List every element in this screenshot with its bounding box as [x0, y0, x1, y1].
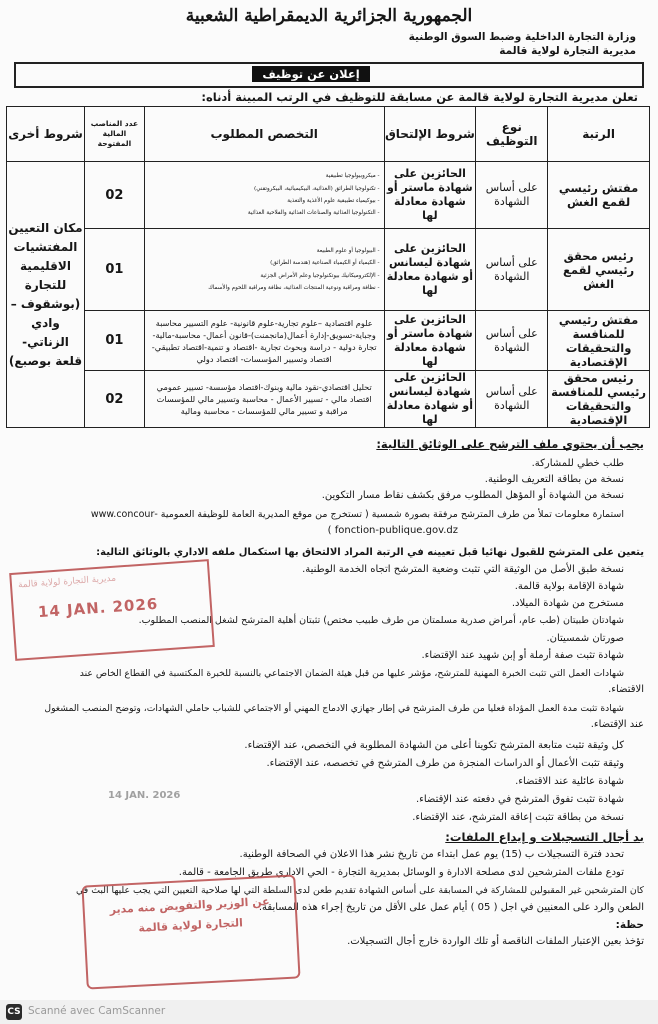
- other-conditions: مكان التعيين المفتشيات الاقليمية للتجارة (بوشقوف – وادي الزناتي- قلعة بوصبع): [7, 162, 85, 428]
- specialty-item: - الكيمياء أو الكيمياء الصناعية (هندسة الطرائق): [149, 257, 380, 269]
- file-section-title: يجب أن يحتوي ملف الترشح على الوثائق التالية:: [376, 437, 644, 451]
- deadline-item: تودع ملفات المترشحين لدى مصلحة الادارة و الوسائل بمديرية التجارة - الحي الاداري طريق الجامعة - قالمة.: [178, 867, 624, 878]
- jobs-table: [6, 106, 650, 428]
- row-hiring: على أساس الشهادة: [476, 311, 548, 371]
- file-item: نسخة من الشهادة أو المؤهل المطلوب مرفق بكشف نقاط مسار التكوين.: [321, 490, 624, 501]
- seal-text: عن الوزير والتفويض منه مدير التجارة لولاية قالمة: [109, 894, 270, 935]
- deadline-item: كان المترشحين غير المقبولين للمشاركة في المسابقة على أساس الشهادة تقديم طعن لدى السلطة التي لها صلاحية التعيين التي يجب عليها البث في: [76, 885, 644, 896]
- specialty-item: - نظافة ومراقبة ونوعية المنتجات الغذائية، نظافة ومراقبة اللحوم والأسماك: [149, 282, 380, 294]
- final-item: وثيقة تثبت الأعمال أو الدراسات المنجزة من طرف المترشح في تخصصه، عند الإقتضاء.: [266, 758, 624, 769]
- final-item-cont: الاقتضاء.: [608, 684, 644, 695]
- specialty-item: - البيولوجيا أو علوم الطبيعة: [149, 245, 380, 257]
- intro-text: تعلن مديرية التجارة لولاية قالمة عن مسابقة للتوظيف في الرتب المبينة أدناه:: [201, 90, 638, 104]
- stamp-date: 14 JAN. 2026: [37, 594, 159, 622]
- announcement-title: إعلان عن توظيف: [252, 66, 370, 82]
- table-row: [7, 229, 650, 311]
- header-count: عدد المناصب المالية المفتوحة: [84, 107, 144, 162]
- row-hiring: على أساس الشهادة: [476, 229, 548, 311]
- final-item: شهادة تثبت مدة العمل المؤداة فعليا من طرف المترشح في إطار جهازي الادماج المهني أو الاجتماعي للشباب حاملي الشهادات، وتوضح المنصب المشغول: [44, 703, 624, 714]
- file-item: استمارة معلومات تملأ من طرف المترشح مرفقة بصورة شمسية ( تستخرج من موقع المديرية العامة للوظيفة العمومية -www.concour: [90, 509, 624, 520]
- table-row: [7, 371, 650, 428]
- specialty-item: - بيوكيمياء تطبيقية علوم الأغذية والتغذية: [149, 195, 380, 207]
- scanner-label: Scanné avec CamScanner: [28, 1005, 166, 1017]
- final-item: شهادات العمل التي تثبت الخبرة المهنية للمترشح، مؤشر عليها من قبل هيئة الضمان الاجتماعي بالنسبة للخبرة المكتسبة في القطاع الخاص عند: [79, 668, 624, 679]
- row-rank: مفتش رئيسي للمنافسة والتحقيقات الإقتصادية: [548, 311, 650, 371]
- row-rank: مفتش رئيسي لقمع الغش: [548, 162, 650, 229]
- row-specialty: تحليل اقتصادي-نقود مالية وبنوك-اقتصاد مؤسسة- تسيير عمومي اقتصاد مالي - تسيير الأعمال - محاسبة وتسيير مالي للمؤسسات مراقبة و تسيير مالي للمؤسسات - محاسبة ومالية: [144, 371, 384, 428]
- row-conditions: الحائزين على شهادة ليسانس أو شهادة معادلة لها: [384, 229, 476, 311]
- header-rank: الرتبة: [548, 107, 650, 162]
- specialty-item: - تكنولوجيا الطرائق (الغذائية، البيكيميائية، البيكروتقني): [149, 183, 380, 195]
- note-label: حظة:: [615, 919, 644, 931]
- final-item: مستخرج من شهادة الميلاد.: [511, 598, 624, 609]
- final-item: نسخة طبق الأصل من الوثيقة التي تثبت وضعية المترشح اتجاه الخدمة الوطنية.: [302, 564, 624, 575]
- header-other: شروط أخرى: [7, 107, 85, 162]
- ministry-line: وزارة التجارة الداخلية وضبط السوق الوطنية: [408, 31, 636, 43]
- final-item: شهادة تثبت تفوق المترشح في دفعته عند الإقتضاء.: [415, 794, 624, 805]
- stamp-ghost-text: مديرية التجارة لولاية قالمة: [17, 573, 117, 591]
- table-row: [7, 162, 650, 229]
- header-hiring: نوع التوظيف: [476, 107, 548, 162]
- official-seal: [81, 874, 300, 989]
- row-hiring: على أساس الشهادة: [476, 162, 548, 229]
- camscanner-icon: CS: [6, 1004, 22, 1020]
- specialty-item: - الإلكتروميكانيك بيوتكنولوجيا وعلم الأمراض الجزئية: [149, 270, 380, 282]
- row-conditions: الحائزين على شهادة ماستر أو شهادة معادلة لها: [384, 311, 476, 371]
- final-item: صورتان شمسيتان.: [546, 633, 624, 644]
- row-specialty: علوم اقتصادية –علوم تجارية-علوم قانونية- علوم التسيير محاسبة وجباية-تسويق-إدارة أعمال(مانجمنت)-قانون أعمال- محاسبة-مالية-تجارة دولية - دراسة وبحوث تجارية -اقتصاد و تنمية-اقتصاد تطبيقي-اقتصاد وتسيير المؤسسات- اقتصاد دولي: [144, 311, 384, 371]
- date-stamp: [9, 559, 215, 661]
- final-section-title: يتعين على المترشح للقبول نهائيا قبل تعيينه في الرتبة المراد الالتحاق بها استكمال ملفه الاداري بالوثائق التالية:: [96, 547, 644, 558]
- row-conditions: الحائزين على شهادة ليسانس أو شهادة معادلة لها: [384, 371, 476, 428]
- header-conditions: شروط الإلتحاق: [384, 107, 476, 162]
- deadlines-section-title: بد أجال التسجيلات و إيداع الملفات:: [445, 830, 644, 844]
- specialty-item: - ميكروبيولوجيا تطبيقية: [149, 170, 380, 182]
- final-item: شهادتان طبيتان (طب عام، أمراض صدرية مسلمتان من طرف طبيب مختص) تثبتان أهلية المترشح لشغل المنصب المطلوب.: [138, 615, 624, 626]
- file-item: نسخة من بطاقة التعريف الوطنية.: [484, 474, 624, 485]
- header-specialty: التخصص المطلوب: [144, 107, 384, 162]
- row-rank: رئيس محقق رئيسي لقمع الغش: [548, 229, 650, 311]
- final-item-cont: عند الإقتضاء.: [590, 719, 644, 730]
- file-item: طلب خطي للمشاركة.: [531, 458, 624, 469]
- deadline-item: الطعن والرد على المعنيين في اجل ( 05 ) أيام عمل على الأقل من تاريخ إجراء هذه المسابقة.: [258, 902, 644, 913]
- row-specialty: [144, 229, 384, 311]
- deadline-item: تحدد فترة التسجيلات ب (15) يوم عمل ابتداء من تاريخ نشر هذا الاعلان في الصحافة الوطنية.: [239, 849, 624, 860]
- row-count: 02: [84, 162, 144, 229]
- row-hiring: على أساس الشهادة: [476, 371, 548, 428]
- final-item: شهادة الإقامة بولاية قالمة.: [514, 581, 624, 592]
- directorate-line: مديرية التجارة لولاية قالمة: [499, 45, 636, 57]
- final-item: نسخة من بطاقة تثبت إعاقة المترشح، عند الإقتضاء.: [412, 812, 624, 823]
- row-count: 01: [84, 229, 144, 311]
- website-tail: fonction-publique.gov.dz ): [327, 525, 458, 536]
- final-item: شهادة عائلية عند الاقتضاء.: [515, 776, 624, 787]
- row-specialty: [144, 162, 384, 229]
- row-rank: رئيس محقق رئيسي للمنافسة والتحقيقات الإقتصادية: [548, 371, 650, 428]
- final-item: شهادة تثبت صفة أرملة أو إبن شهيد عند الإقتضاء.: [421, 650, 624, 661]
- final-item: كل وثيقة تثبت متابعة المترشح تكوينا أعلى من الشهادة المطلوبة في التخصص، عند الإقتضاء.: [244, 740, 624, 751]
- table-header-row: [7, 107, 650, 162]
- scanner-footer: [0, 1000, 658, 1024]
- row-conditions: الحائزين على شهادة ماستر أو شهادة معادلة لها: [384, 162, 476, 229]
- stamp-date-faint: 14 JAN. 2026: [108, 790, 181, 801]
- note-text: تؤخذ بعين الإعتبار الملفات الناقصة أو تلك الواردة خارج أجال التسجيلات.: [347, 936, 644, 947]
- row-count: 01: [84, 311, 144, 371]
- specialty-item: - التكنولوجيا الغذائية والصناعات الغذائية والفلاحية الغذائية: [149, 207, 380, 219]
- table-row: [7, 311, 650, 371]
- row-count: 02: [84, 371, 144, 428]
- republic-title: الجمهورية الجزائرية الديمقراطية الشعبية: [185, 6, 473, 26]
